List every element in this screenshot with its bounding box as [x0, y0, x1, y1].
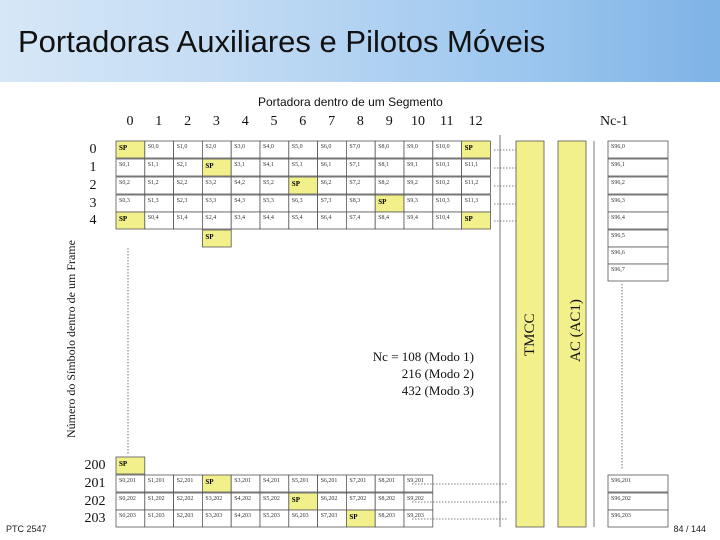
data-cell-label: S1,0 [176, 144, 188, 150]
pilot-cell-label: SP [205, 162, 214, 170]
pilot-cell-label: SP [205, 478, 214, 486]
right-data-cell-label: S96,1 [611, 162, 625, 168]
pilot-cell-label: SP [119, 215, 128, 223]
data-cell-label: S4,4 [263, 215, 274, 221]
data-cell-label: S5,1 [291, 162, 303, 168]
right-data-cell-label: S96,4 [611, 215, 625, 221]
y-axis-label: Número do Símbolo dentro de um Frame [64, 240, 78, 438]
right-data-cell-label: S96,7 [611, 267, 625, 273]
data-cell-label: S11,2 [464, 180, 479, 186]
data-cell-label: S10,1 [435, 162, 450, 168]
data-cell-label: S4,2 [234, 180, 246, 186]
data-cell-label: S5,0 [291, 144, 303, 150]
data-cell-label: S2,3 [176, 198, 188, 204]
column-number: 5 [270, 114, 278, 129]
pilot-cell-label: SP [378, 198, 387, 206]
data-cell-label: S5,202 [263, 496, 280, 502]
data-cell-label: S1,2 [147, 180, 159, 186]
data-cell-label: S8,4 [378, 215, 390, 221]
data-cell-label: S6,202 [320, 496, 338, 502]
data-cell-label: S6,203 [291, 513, 309, 519]
pilot-cell-label: SP [205, 233, 214, 241]
pilot-cell-label: SP [119, 144, 128, 152]
column-number: 6 [299, 114, 307, 129]
data-cell-label: S7,203 [320, 513, 338, 519]
data-cell-label: S5,4 [291, 215, 303, 221]
column-number: 8 [356, 114, 364, 129]
data-cell-label: S11,3 [464, 198, 479, 204]
data-cell-label: S0,201 [119, 478, 136, 484]
data-cell-label: S5,203 [263, 513, 280, 519]
pilot-cell-label: SP [291, 180, 300, 188]
pilot-cell-label: SP [119, 460, 128, 468]
data-cell-label: S3,4 [234, 215, 246, 221]
column-number: 2 [184, 114, 192, 129]
data-cell-label: S8,203 [378, 513, 396, 519]
slide-title: Portadoras Auxiliares e Pilotos Móveis [18, 24, 546, 59]
column-number: 11 [440, 114, 454, 129]
data-cell-label: S9,4 [407, 215, 418, 221]
data-cell-label: S0,4 [147, 215, 159, 221]
column-number: 3 [212, 114, 220, 129]
row-number: 3 [89, 196, 97, 211]
row-number: 203 [84, 511, 106, 526]
data-cell-label: S0,202 [119, 496, 136, 502]
data-cell-label: S3,2 [205, 180, 217, 186]
pilot-cell-label: SP [291, 496, 300, 504]
data-cell-label: S7,1 [349, 162, 361, 168]
data-cell-label: S4,1 [263, 162, 274, 168]
row-number: 201 [84, 476, 106, 491]
data-cell-label: S6,0 [320, 144, 332, 150]
pilot-cell-label: SP [464, 215, 473, 223]
column-number: 1 [155, 114, 163, 129]
data-cell-label: S8,0 [378, 144, 390, 150]
data-cell-label: S6,1 [320, 162, 332, 168]
data-cell-label: S1,203 [147, 513, 165, 519]
data-cell-label: S2,1 [176, 162, 188, 168]
data-cell-label: S6,2 [320, 180, 332, 186]
data-cell-label: S0,203 [119, 513, 136, 519]
column-number: 12 [468, 114, 483, 129]
nc-note [346, 348, 474, 399]
row-number: 1 [89, 160, 97, 175]
data-cell-label: S8,202 [378, 496, 396, 502]
data-cell-label: S7,202 [349, 496, 367, 502]
data-cell-label: S0,3 [119, 198, 130, 204]
data-cell-label: S2,201 [176, 478, 194, 484]
right-data-cell-label: S96,203 [611, 513, 631, 519]
data-cell-label: S4,3 [234, 198, 246, 204]
data-cell-label: S7,3 [320, 198, 332, 204]
data-cell-label: S9,0 [407, 144, 418, 150]
data-cell-label: S1,201 [147, 478, 165, 484]
data-cell-label: S10,2 [435, 180, 450, 186]
data-cell-label: S5,3 [263, 198, 274, 204]
data-cell-label: S2,4 [205, 215, 217, 221]
data-cell-label: S7,4 [349, 215, 361, 221]
row-number: 202 [84, 494, 106, 509]
data-cell-label: S3,3 [205, 198, 217, 204]
data-cell-label: S2,0 [205, 144, 217, 150]
data-cell-label: S4,203 [234, 513, 252, 519]
right-data-cell-label: S96,6 [611, 250, 625, 256]
data-cell-label: S8,1 [378, 162, 390, 168]
data-cell-label: S9,1 [407, 162, 418, 168]
data-cell-label: S5,2 [263, 180, 274, 186]
column-label-last: Nc-1 [600, 114, 628, 129]
footer-course-code: PTC 2547 [6, 524, 47, 534]
ac-label: AC (AC1) [568, 299, 584, 362]
data-cell-label: S7,2 [349, 180, 361, 186]
right-data-cell-label: S96,3 [611, 198, 625, 204]
data-cell-label: S10,3 [435, 198, 450, 204]
data-cell-label: S11,1 [464, 162, 479, 168]
nc-note-line-3: 432 (Modo 3) [401, 383, 474, 398]
nc-note-line-1: Nc = 108 (Modo 1) [372, 349, 474, 364]
footer-page-number: 84 / 144 [673, 524, 706, 534]
data-cell-label: S0,2 [119, 180, 130, 186]
data-cell-label: S3,0 [234, 144, 246, 150]
data-cell-label: S3,202 [205, 496, 223, 502]
column-number: 0 [126, 114, 134, 129]
data-cell-label: S1,202 [147, 496, 165, 502]
data-cell-label: S9,202 [407, 496, 424, 502]
data-cell-label: S3,201 [234, 478, 252, 484]
data-cell-label: S1,4 [176, 215, 188, 221]
row-number: 0 [89, 142, 97, 157]
data-cell-label: S4,201 [263, 478, 280, 484]
data-cell-label: S2,2 [176, 180, 188, 186]
data-cell-label: S9,201 [407, 478, 424, 484]
nc-note-line-2: 216 (Modo 2) [401, 366, 474, 381]
pilot-cell-label: SP [349, 513, 358, 521]
data-cell-label: S0,0 [147, 144, 159, 150]
data-cell-label: S1,3 [147, 198, 159, 204]
data-cell-label: S7,0 [349, 144, 361, 150]
data-cell-label: S2,202 [176, 496, 194, 502]
right-data-cell-label: S96,201 [611, 478, 631, 484]
data-cell-label: S4,0 [263, 144, 274, 150]
data-cell-label: S6,4 [320, 215, 332, 221]
data-cell-label: S9,203 [407, 513, 424, 519]
data-cell-label: S10,4 [435, 215, 450, 221]
data-cell-label: S7,201 [349, 478, 367, 484]
row-number: 200 [84, 458, 106, 473]
data-cell-label: S6,201 [320, 478, 338, 484]
data-cell-label: S8,2 [378, 180, 390, 186]
right-data-cell-label: S96,0 [611, 144, 625, 150]
column-number: 4 [241, 114, 249, 129]
data-cell-label: S1,1 [147, 162, 159, 168]
right-data-cell-label: S96,2 [611, 180, 625, 186]
data-cell-label: S8,201 [378, 478, 396, 484]
data-cell-label: S3,203 [205, 513, 223, 519]
pilot-cell-label: SP [464, 144, 473, 152]
data-cell-label: S9,3 [407, 198, 418, 204]
data-cell-label: S9,2 [407, 180, 418, 186]
data-cell-label: S10,0 [435, 144, 450, 150]
right-data-cell-label: S96,202 [611, 496, 631, 502]
row-number: 2 [89, 178, 97, 193]
column-number: 9 [385, 114, 393, 129]
data-cell-label: S6,3 [291, 198, 303, 204]
data-cell-label: S0,1 [119, 162, 130, 168]
data-cell-label: S8,3 [349, 198, 361, 204]
diagram-subtitle: Portadora dentro de um Segmento [258, 95, 443, 109]
data-cell-label: S2,203 [176, 513, 194, 519]
data-cell-label: S4,202 [234, 496, 252, 502]
right-data-cell-label: S96,5 [611, 233, 625, 239]
data-cell-label: S5,201 [291, 478, 309, 484]
column-number: 10 [411, 114, 425, 129]
row-number: 4 [89, 213, 97, 228]
data-cell-label: S3,1 [234, 162, 246, 168]
tmcc-label: TMCC [522, 313, 538, 356]
column-number: 7 [328, 114, 336, 129]
